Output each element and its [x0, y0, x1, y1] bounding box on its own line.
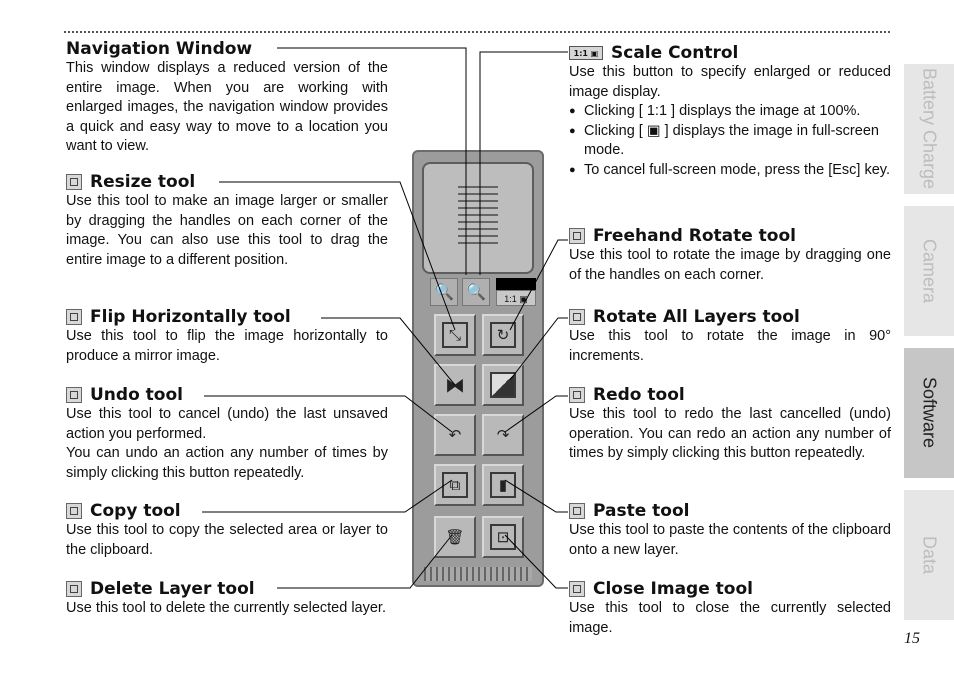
bullet-item: ● Clicking [ ▣ ] displays the image in full-screen mode. [569, 122, 891, 161]
section-body: Use this tool to delete the currently selected layer. [66, 600, 386, 616]
flip-icon: ⧓ [445, 374, 465, 397]
leader-line [202, 480, 452, 512]
close-image-icon: ⊡ [490, 524, 516, 550]
resize-icon: ⤡ [442, 322, 468, 348]
section-title: Paste tool [593, 501, 690, 521]
section-title: Close Image tool [593, 579, 753, 599]
section-title: Undo tool [90, 385, 183, 405]
delete-layer-icon: 🗑 [445, 529, 465, 546]
undo-icon: ↶ [448, 427, 462, 444]
leader-line [505, 535, 568, 588]
tab-battery-charge[interactable]: Battery Charge [904, 64, 954, 194]
section-title: Rotate All Layers tool [593, 307, 800, 327]
section-title: Resize tool [90, 172, 196, 192]
tab-camera[interactable]: Camera [904, 206, 954, 336]
tab-software[interactable]: Software [904, 348, 954, 478]
section-title: Redo tool [593, 385, 685, 405]
leader-line [510, 318, 568, 380]
scale-icon: 1:1 ▣ [569, 46, 603, 60]
section-body: Use this tool to cancel (undo) the last unsaved action you performed. [66, 406, 388, 442]
page-number: 15 [904, 630, 920, 647]
section-body: Use this tool to rotate the image in 90° increments. [569, 328, 891, 364]
leader-line [219, 182, 455, 330]
section-title: Copy tool [90, 501, 181, 521]
bullet-item: ● Clicking [ 1:1 ] displays the image at 100%. [569, 102, 891, 122]
leader-line [480, 52, 568, 275]
zoom-out-icon[interactable]: 🔍 [462, 278, 490, 306]
section-body: Use this tool to paste the contents of the clipboard onto a new layer. [569, 522, 891, 558]
paste-icon: ▮ [490, 472, 516, 498]
zoom-in-icon[interactable]: 🔍 [430, 278, 458, 306]
bullet-item: ● To cancel full-screen mode, press the [Esc] key. [569, 161, 891, 181]
section-body: Use this tool to make an image larger or smaller by dragging the handles on each corner of the image. You can also use this tool to drag the entire image to a different position. [66, 193, 388, 268]
redo-icon: ↷ [496, 427, 510, 444]
section-body: Use this tool to close the currently selected image. [569, 600, 891, 636]
section-body: Use this button to specify enlarged or reduced image display. [569, 64, 891, 100]
leader-line [277, 48, 466, 275]
section-body: Use this tool to copy the selected area or layer to the clipboard. [66, 522, 388, 558]
leader-line [505, 480, 568, 512]
section-body: This window displays a reduced version of the entire image. When you are working with enlarged images, the navigation window provides a quick and easy way to move to a location you want to view. [66, 60, 388, 154]
section-body-2: You can undo an action any number of times by simply clicking this button repeatedly. [66, 445, 388, 481]
leader-line [204, 396, 452, 432]
leader-line [510, 240, 568, 330]
section-title: Freehand Rotate tool [593, 226, 796, 246]
section-title: Navigation Window [66, 39, 253, 59]
tab-data[interactable]: Data [904, 490, 954, 620]
copy-icon: ⧉ [442, 472, 468, 498]
scale-label: 1:1 ▣ [496, 290, 536, 306]
rotate-icon: ↻ [490, 322, 516, 348]
section-title: Delete Layer tool [90, 579, 255, 599]
section-title: Flip Horizontally tool [90, 307, 291, 327]
section-body: Use this tool to redo the last cancelled (undo) operation. You can redo an action any number of times by simply clicking this button repeatedly. [569, 406, 891, 461]
section-title: Scale Control [611, 43, 739, 63]
leader-line [277, 535, 452, 588]
section-body: Use this tool to flip the image horizontally to produce a mirror image. [66, 328, 388, 364]
leader-line [321, 318, 455, 385]
leader-line [505, 396, 568, 432]
section-body: Use this tool to rotate the image by dragging one of the handles on each corner. [569, 247, 891, 283]
